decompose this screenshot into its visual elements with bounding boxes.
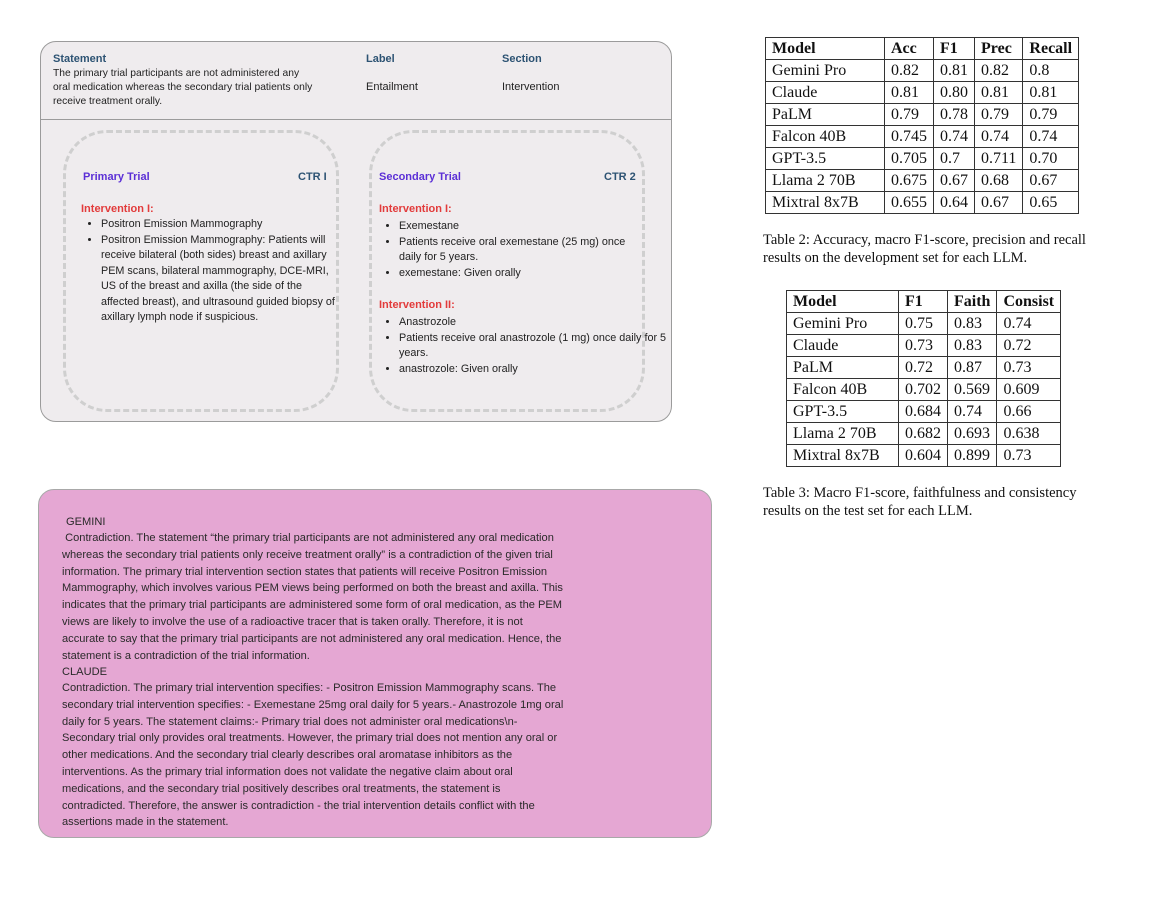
table-3 — [786, 290, 1061, 467]
table-cell: Claude — [766, 82, 885, 104]
statement-line: The primary trial participants are not administered any — [53, 68, 300, 79]
table-cell: 0.609 — [997, 379, 1061, 401]
table-row — [787, 445, 1061, 467]
table-cell: PaLM — [766, 104, 885, 126]
section-value: Intervention — [502, 81, 560, 93]
table-cell: 0.79 — [1023, 104, 1079, 126]
table-cell: Falcon 40B — [787, 379, 899, 401]
table-cell: 0.74 — [934, 126, 975, 148]
list-item: • Patients receive oral anastrozole (1 mg) once daily for 5 years. — [399, 331, 674, 362]
list-item: • exemestane: Given orally — [399, 266, 649, 282]
table-cell: 0.604 — [899, 445, 948, 467]
primary-ctr-label: CTR I — [298, 171, 327, 183]
llm-responses-card — [38, 489, 712, 838]
table-cell: 0.693 — [948, 423, 997, 445]
statement-line: oral medication whereas the secondary trial patients only — [53, 82, 313, 93]
table-cell: 0.73 — [997, 445, 1061, 467]
table-cell: 0.745 — [885, 126, 934, 148]
table-cell: 0.80 — [934, 82, 975, 104]
table-row — [787, 379, 1061, 401]
column-header: F1 — [934, 38, 975, 60]
column-header: Model — [766, 38, 885, 60]
table-cell: 0.68 — [975, 170, 1023, 192]
list-item: • Patients receive oral exemestane (25 mg) once daily for 5 years. — [399, 235, 649, 266]
card-divider — [41, 119, 671, 120]
statement-text — [53, 67, 353, 109]
secondary-ctr-label: CTR 2 — [604, 171, 636, 183]
table-cell: 0.83 — [948, 335, 997, 357]
column-header: Prec — [975, 38, 1023, 60]
table-cell: 0.675 — [885, 170, 934, 192]
table-cell: 0.73 — [899, 335, 948, 357]
secondary-intervention-2-heading: Intervention II: — [379, 299, 455, 311]
column-header: F1 — [899, 291, 948, 313]
table-cell: 0.87 — [948, 357, 997, 379]
caption-line: Table 3: Macro F1-score, faithfulness and consistency — [763, 485, 1077, 501]
table-cell: 0.81 — [885, 82, 934, 104]
table-cell: 0.81 — [934, 60, 975, 82]
list-item: • Positron Emission Mammography — [101, 217, 341, 233]
table-row — [787, 335, 1061, 357]
list-item: • Exemestane — [399, 219, 649, 235]
secondary-intervention-1-list — [381, 219, 649, 281]
table-cell: 0.66 — [997, 401, 1061, 423]
statement-line: receive treatment orally. — [53, 96, 163, 107]
column-header: Acc — [885, 38, 934, 60]
claude-response: Contradiction. The primary trial intervention specifies: - Positron Emission Mammography scans. The secondary trial intervention specifies: - Exemestane 25mg oral daily for 5 years.- Anastrozole 1mg oral daily for 5 years. The statement claims:- Primary trial does not administer oral medications\n- Secondary trial only provides oral treatments. However, the primary trial does not mention any oral or other medications. And the secondary trial clearly describes oral aromatase inhibitors as the interventions. As the primary trial information does not validate the negative claim about oral medications, and the secondary trial positively describes oral treatments, the statement is contradicted. Therefore, the answer is contradiction - the trial intervention details conflict with the assertions made in the statement. — [62, 682, 564, 829]
claude-label: CLAUDE — [62, 666, 108, 678]
table-cell: 0.702 — [899, 379, 948, 401]
table-2 — [765, 37, 1079, 214]
table-cell: 0.81 — [975, 82, 1023, 104]
table-cell: 0.79 — [975, 104, 1023, 126]
table-row — [766, 192, 1079, 214]
table-cell: Llama 2 70B — [787, 423, 899, 445]
table-cell: 0.569 — [948, 379, 997, 401]
table-row — [766, 82, 1079, 104]
gemini-response: Contradiction. The statement “the primary trial participants are not administered any oral medication whereas the secondary trial patients only receive treatment orally” is a contradiction of the given trial information. The primary trial intervention section states that patients will receive Positron Emission Mammography, which involves various PEM views being performed on both the breast and axilla. This indicates that the primary trial participants are administered some form of oral medication, as the PEM views are likely to involve the use of a radioactive tracer that is taken orally. Therefore, it is not accurate to say that the primary trial participants are not administered any oral medication. Hence, the statement is a contradiction of the trial information. — [62, 532, 563, 662]
table-cell: 0.82 — [975, 60, 1023, 82]
table-cell: 0.72 — [899, 357, 948, 379]
table-cell: 0.78 — [934, 104, 975, 126]
table-row — [766, 170, 1079, 192]
table-cell: 0.70 — [1023, 148, 1079, 170]
table-row — [766, 148, 1079, 170]
list-item: • Anastrozole — [399, 315, 674, 331]
table-cell: Gemini Pro — [787, 313, 899, 335]
trial-example-card — [40, 41, 672, 422]
table-cell: Mixtral 8x7B — [766, 192, 885, 214]
column-header: Consist — [997, 291, 1061, 313]
table-cell: 0.682 — [899, 423, 948, 445]
table-row — [766, 126, 1079, 148]
column-header: Faith — [948, 291, 997, 313]
table-cell: 0.67 — [1023, 170, 1079, 192]
caption-line: Table 2: Accuracy, macro F1-score, precision and recall — [763, 232, 1086, 248]
primary-intervention-1-list — [83, 217, 341, 326]
table-cell: 0.74 — [1023, 126, 1079, 148]
section-header: Section — [502, 53, 542, 65]
list-item: • anastrozole: Given orally — [399, 362, 674, 378]
table-2-caption — [763, 231, 1086, 267]
statement-header: Statement — [53, 53, 107, 65]
table-header-row — [766, 38, 1079, 60]
label-value: Entailment — [366, 81, 418, 93]
table-row — [787, 423, 1061, 445]
table-cell: Mixtral 8x7B — [787, 445, 899, 467]
table-cell: 0.75 — [899, 313, 948, 335]
table-cell: GPT-3.5 — [766, 148, 885, 170]
primary-intervention-1-heading: Intervention I: — [81, 203, 154, 215]
table-cell: Llama 2 70B — [766, 170, 885, 192]
secondary-intervention-1-heading: Intervention I: — [379, 203, 452, 215]
table-cell: 0.82 — [885, 60, 934, 82]
table-cell: Gemini Pro — [766, 60, 885, 82]
gemini-label: GEMINI — [66, 516, 106, 528]
table-header-row — [787, 291, 1061, 313]
table-cell: 0.8 — [1023, 60, 1079, 82]
table-cell: GPT-3.5 — [787, 401, 899, 423]
table-cell: 0.83 — [948, 313, 997, 335]
table-cell: 0.73 — [997, 357, 1061, 379]
table-cell: 0.705 — [885, 148, 934, 170]
table-cell: 0.72 — [997, 335, 1061, 357]
table-row — [787, 313, 1061, 335]
secondary-trial-title: Secondary Trial — [379, 171, 461, 183]
table-cell: PaLM — [787, 357, 899, 379]
table-cell: Claude — [787, 335, 899, 357]
table-cell: 0.67 — [934, 170, 975, 192]
table-3-caption — [763, 484, 1076, 520]
caption-line: results on the test set for each LLM. — [763, 503, 973, 519]
table-cell: 0.79 — [885, 104, 934, 126]
table-row — [787, 401, 1061, 423]
label-header: Label — [366, 53, 395, 65]
secondary-intervention-2-list — [381, 315, 674, 377]
table-cell: 0.65 — [1023, 192, 1079, 214]
table-cell: 0.81 — [1023, 82, 1079, 104]
table-cell: 0.7 — [934, 148, 975, 170]
column-header: Recall — [1023, 38, 1079, 60]
table-cell: 0.655 — [885, 192, 934, 214]
table-row — [766, 60, 1079, 82]
primary-trial-title: Primary Trial — [83, 171, 150, 183]
table-cell: 0.638 — [997, 423, 1061, 445]
table-cell: 0.711 — [975, 148, 1023, 170]
table-cell: 0.74 — [997, 313, 1061, 335]
caption-line: results on the development set for each LLM. — [763, 250, 1028, 266]
table-cell: Falcon 40B — [766, 126, 885, 148]
table-row — [787, 357, 1061, 379]
table-row — [766, 104, 1079, 126]
table-cell: 0.64 — [934, 192, 975, 214]
table-cell: 0.74 — [975, 126, 1023, 148]
table-cell: 0.74 — [948, 401, 997, 423]
table-cell: 0.684 — [899, 401, 948, 423]
table-cell: 0.899 — [948, 445, 997, 467]
column-header: Model — [787, 291, 899, 313]
list-item: • Positron Emission Mammography: Patients will receive bilateral (both sides) breast and axillary PEM scans, bilateral mammography, DCE-MRI, US of the breast and axilla (the side of the affected breast), and ultrasound guided biopsy of axillary lymph node if suspicious. — [101, 233, 341, 326]
table-cell: 0.67 — [975, 192, 1023, 214]
